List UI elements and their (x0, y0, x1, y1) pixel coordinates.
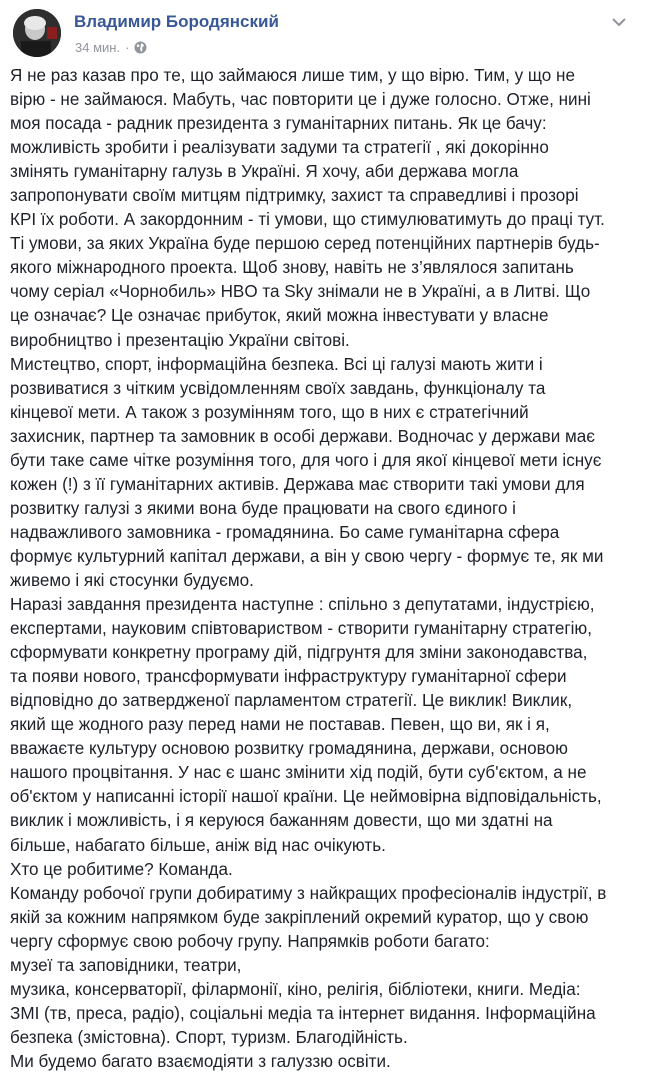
post-meta (75, 40, 147, 55)
post-text-line: кінцевої мети. А також з розумінням того, що в них є стратегічний (10, 402, 529, 422)
post-text-line: який ще жодного разу перед нами не поставав. Певен, що ви, як і я, (10, 715, 550, 735)
post-text-line: чергу сформує свою робочу групу. Напрямків роботи багато: (10, 931, 490, 951)
post-text-line: Ті умови, за яких Україна буде першою серед потенційних партнерів будь- (10, 234, 600, 254)
post-text-line: формує культурний капітал держави, а він у свою чергу - формує те, як ми (10, 546, 604, 566)
avatar-image (13, 9, 61, 57)
post-text-line: це означає? Це означає прибуток, який можна інвестувати у власне (10, 306, 549, 326)
post-text-line: змінять гуманітарну галузь в Україні. Я хочу, аби держава могла (10, 162, 519, 182)
meta-separator: · (125, 40, 130, 55)
post-text-line: об'єктом у написанні історії нашої країни. Це неймовірна відповідальність, (10, 787, 602, 807)
post-text-line: запропонувати своїм митцям підтримку, захист та справедливі і прозорі (10, 186, 579, 206)
post-text-line: Ми будемо багато взаємодіяти з галуззю освіти. (10, 1051, 391, 1071)
post-text-line: Я не раз казав про те, що займаюся лише тим, у що вірю. Тим, у що не (10, 66, 575, 85)
post-header (0, 0, 645, 64)
post-text-line: музика, консерваторії, філармонії, кіно, релігія, бібліотеки, книги. Медіа: (10, 979, 581, 999)
post-text-line: захисник, партнер та замовник в особі держави. Водночас у держави має (10, 426, 596, 446)
author-name[interactable]: Владимир Бородянский (74, 12, 279, 31)
post-text-line: музеї та заповідники, театри, (10, 955, 242, 975)
post-text-line: Хто це робитиме? Команда. (10, 859, 233, 879)
post-text-line: виклик і можливість, і я керуюся бажанням довести, що ми здатні на (10, 811, 553, 831)
post-text-line: та появи нового, трансформувати інфраструктуру гуманітарної сфери (10, 667, 567, 687)
post-text-line: відповідно до затвердженої парламентом стратегії. Це виклик! Виклик, (10, 691, 573, 711)
post-text-line: ЗМІ (тв, преса, радіо), соціальні медіа та інтернет видання. Інформаційна (10, 1003, 596, 1023)
post-timestamp[interactable]: 34 мин. (75, 40, 121, 55)
post-text-line: якій за кожним напрямком буде закріплений окремий куратор, що у свою (10, 907, 589, 927)
globe-icon[interactable] (134, 41, 147, 54)
post-text-line: кожен (!) з її гуманітарних активів. Держава має створити такі умови для (10, 474, 585, 494)
post-text-line: КРІ їх роботи. А закордонним - ті умови, що стимулюватимуть до праці тут. (10, 210, 605, 230)
post-text-line: бути таке саме чітке розуміння того, для чого і для якої кінцевої мети існує (10, 450, 602, 470)
post-text-line: надважливого замовника - громадянина. Бо саме гуманітарна сфера (10, 522, 560, 542)
post-text-line: моя посада - радник президента з гуманітарних питань. Як це бачу: (10, 114, 547, 134)
post-text (10, 64, 642, 1074)
post-text-line: Команду робочої групи добиратиму з найкращих професіоналів індустрії, в (10, 883, 607, 903)
post-text-line: якого міжнародного проекта. Щоб знову, навіть не з’являлося запитань (10, 258, 574, 278)
post-text-line: Наразі завдання президента наступне : спільно з депутатами, індустрією, (10, 595, 595, 615)
post-text-line: виробництво і презентацію України світові. (10, 330, 350, 350)
post-text-line: більше, набагато більше, аніж від нас очікують. (10, 835, 386, 855)
post-text-line: чому серіал «Чорнобиль» HBO та Sky знімали не в Україні, а в Литві. Що (10, 282, 591, 302)
post-text-line: Мистецтво, спорт, інформаційна безпека. Всі ці галузі мають жити і (10, 354, 543, 374)
chevron-down-icon[interactable] (607, 10, 631, 34)
post-text-line: розвитку галузі з якими вона буде працювати на свого єдиного і (10, 498, 516, 518)
post-text-line: розвиватися з чітким усвідомленням своїх завдань, функціоналу та (10, 378, 546, 398)
post-text-line: живемо і які стосунки будуємо. (10, 570, 254, 590)
author-avatar[interactable] (13, 9, 61, 57)
post-text-line: сформувати конкретну програму дій, підгрунтя для зміни законодавства, (10, 643, 588, 663)
post-text-line: експертами, науковим співтовариством - створити гуманітарну стратегію, (10, 619, 592, 639)
post-text-line: нашого процвітання. У нас є шанс змінити хід подій, бути суб'єктом, а не (10, 763, 587, 783)
post-text-line: вважаєте культуру основою розвитку громадянина, держави, основою (10, 739, 568, 759)
post-text-line: вірю - не займаюся. Мабуть, час повторити це і дуже голосно. Отже, нині (10, 90, 591, 110)
post-text-line: можливість зробити і реалізувати задуми та стратегії , які докорінно (10, 138, 549, 158)
post-text-line: безпека (змістовна). Спорт, туризм. Благодійність. (10, 1027, 408, 1047)
